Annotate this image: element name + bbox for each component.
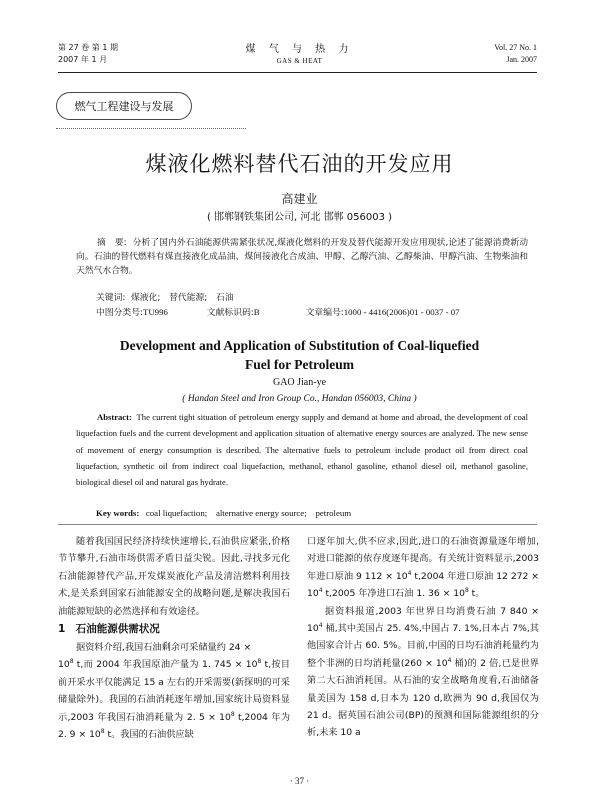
abstract-en <box>76 409 528 490</box>
abstract-cn-text: 分析了国内外石油能源供需紧张状况,煤液化燃料的开发及替代能源开发应用现状,论述了能源消费新动向。石油的替代燃料有煤直接液化成品油、煤间接液化合成油、甲醇、乙醇汽油、乙醇柴油、甲醇汽油、生物柴油和天然气水合物。 <box>76 238 528 276</box>
abstract-separator <box>58 524 537 525</box>
author-en: GAO Jian-ye <box>272 377 327 388</box>
header-rule <box>58 72 537 73</box>
article-title-cn: 煤液化燃料替代石油的开发应用 <box>145 152 454 176</box>
keywords-en-label: Key words: <box>96 508 140 518</box>
classification-row <box>96 305 516 318</box>
article-no-label: 文章编号: <box>305 308 344 318</box>
abstract-cn-label: 摘 要: <box>97 238 127 248</box>
header-vol-cn: 第 27 卷 第 1 期 <box>58 43 118 52</box>
article-no-value: 1000 - 4416(2006)01 - 0037 - 07 <box>343 307 460 317</box>
clc-value: TU996 <box>142 307 168 317</box>
body-column-right <box>307 533 539 742</box>
abstract-en-text: The current tight situation of petroleum energy supply and demand at home and abroad, the development of coal liquefaction fuels and the current development and application situation of alternative energy sources are analyzed. The new sense of movement of energy consumption is described. The alternative fuels to petroleum include product oil from direct coal liquefaction, synthetic oil from indirect coal liquefaction, methanol, ethanol gasoline, ethanol diesel oil, methanol gasoline, biological diesel oil and natural gas hydrate. <box>76 412 528 488</box>
header-vol-en: Vol. 27 No. 1 <box>494 43 537 52</box>
keywords-cn-label: 关键词: <box>96 293 126 303</box>
body-paragraph: 口逐年加大,供不应求,因此,进口的石油资源量逐年增加,对进口能源的依存度逐年提高。有关统计资料显示,2003 年进口原油 9 $112 \times 10^4$ t,2004 年进口原油 12 $272 \times 10^4$ t,2005 年净进口石油 1. $36 \times 10^8$ t。 <box>307 536 540 600</box>
section-heading: 1 石油能源供需状况 <box>58 623 160 636</box>
body-paragraph: 随着我国国民经济持续快速增长,石油供应紧张,价格节节攀升,石油市场供需矛盾日益尖锐。因此,寻找多元化石油能源替代产品,开发煤炭液化产品及清洁燃料利用技术,是关系到国家石油能源安全的战略问题,是解决我国石油能源短缺的必然选择和有效途径。 <box>58 536 290 617</box>
abstract-cn <box>76 236 528 278</box>
section-badge: 燃气工程建设与发展 <box>56 92 192 120</box>
header-volume-en <box>494 42 537 66</box>
section-divider <box>56 128 246 129</box>
article-title-en: Development and Application of Substitution of Coal-liquefied Fuel for Petroleum <box>119 338 480 372</box>
author-cn: 高建业 <box>281 192 318 206</box>
journal-title-en: GAS & HEAT <box>276 57 323 65</box>
keywords-en <box>96 506 351 519</box>
body-paragraph: 据资料介绍,我国石油剩余可采储量约 24 × $10^8$ t,而 2004 年我国原油产量为 1. $745 \times 10^8$ t,按目前开采水平仅能满足 15 a 左右的开采需要(新探明的可采储量除外)。我国的石油消耗逐年增加,国家统计局资料显示,2003 年我国石油消耗量为 2. $5 \times 10^8$ t,2004 年为 2. $9 \times 10^8$ t。我国的石油供应缺 <box>58 642 291 741</box>
clc-label: 中图分类号: <box>96 308 143 318</box>
abstract-en-label: Abstract: <box>97 412 132 422</box>
header-date-en: Jan. 2007 <box>506 55 537 64</box>
affiliation-en: ( Handan Steel and Iron Group Co., Handan 056003, China ) <box>182 394 417 404</box>
body-paragraph: 据资料报道,2003 年世界日均消费石油 7 $840 \times 10^4$ 桶,其中美国占 25. 4%,中国占 7. 1%,日本占 7%,其他国家合计占 60. 5%。目前,中国的日均石油消耗量约为整个非洲的日均消耗量($260 \times 10^4$ 桶)的 2 倍,已是世界第二大石油消耗国。从石油的安全战略角度看,石油储备量美国为 158 d,日本为 120 d,欧洲为 90 d,我国仅为 21 d。据英国石油公司(BP)的预测和国际能源组织的分析,未来 10 a <box>307 605 539 739</box>
doc-code-label: 文献标识码: <box>206 308 254 318</box>
journal-title-cn: 煤 气 与 热 力 <box>245 44 354 55</box>
doc-code-value: B <box>253 307 260 317</box>
page-number: · 37 · <box>289 776 310 786</box>
keywords-cn <box>96 290 234 303</box>
header-date-cn: 2007 年 1 月 <box>58 55 108 64</box>
body-column-left <box>58 533 290 743</box>
affiliation-cn: ( 邯郸钢铁集团公司, 河北 邯郸 056003 ) <box>206 212 393 223</box>
keywords-en-text: coal liquefaction; alternative energy source; petroleum <box>145 508 352 518</box>
keywords-cn-text: 煤液化; 替代能源; 石油 <box>130 293 234 303</box>
